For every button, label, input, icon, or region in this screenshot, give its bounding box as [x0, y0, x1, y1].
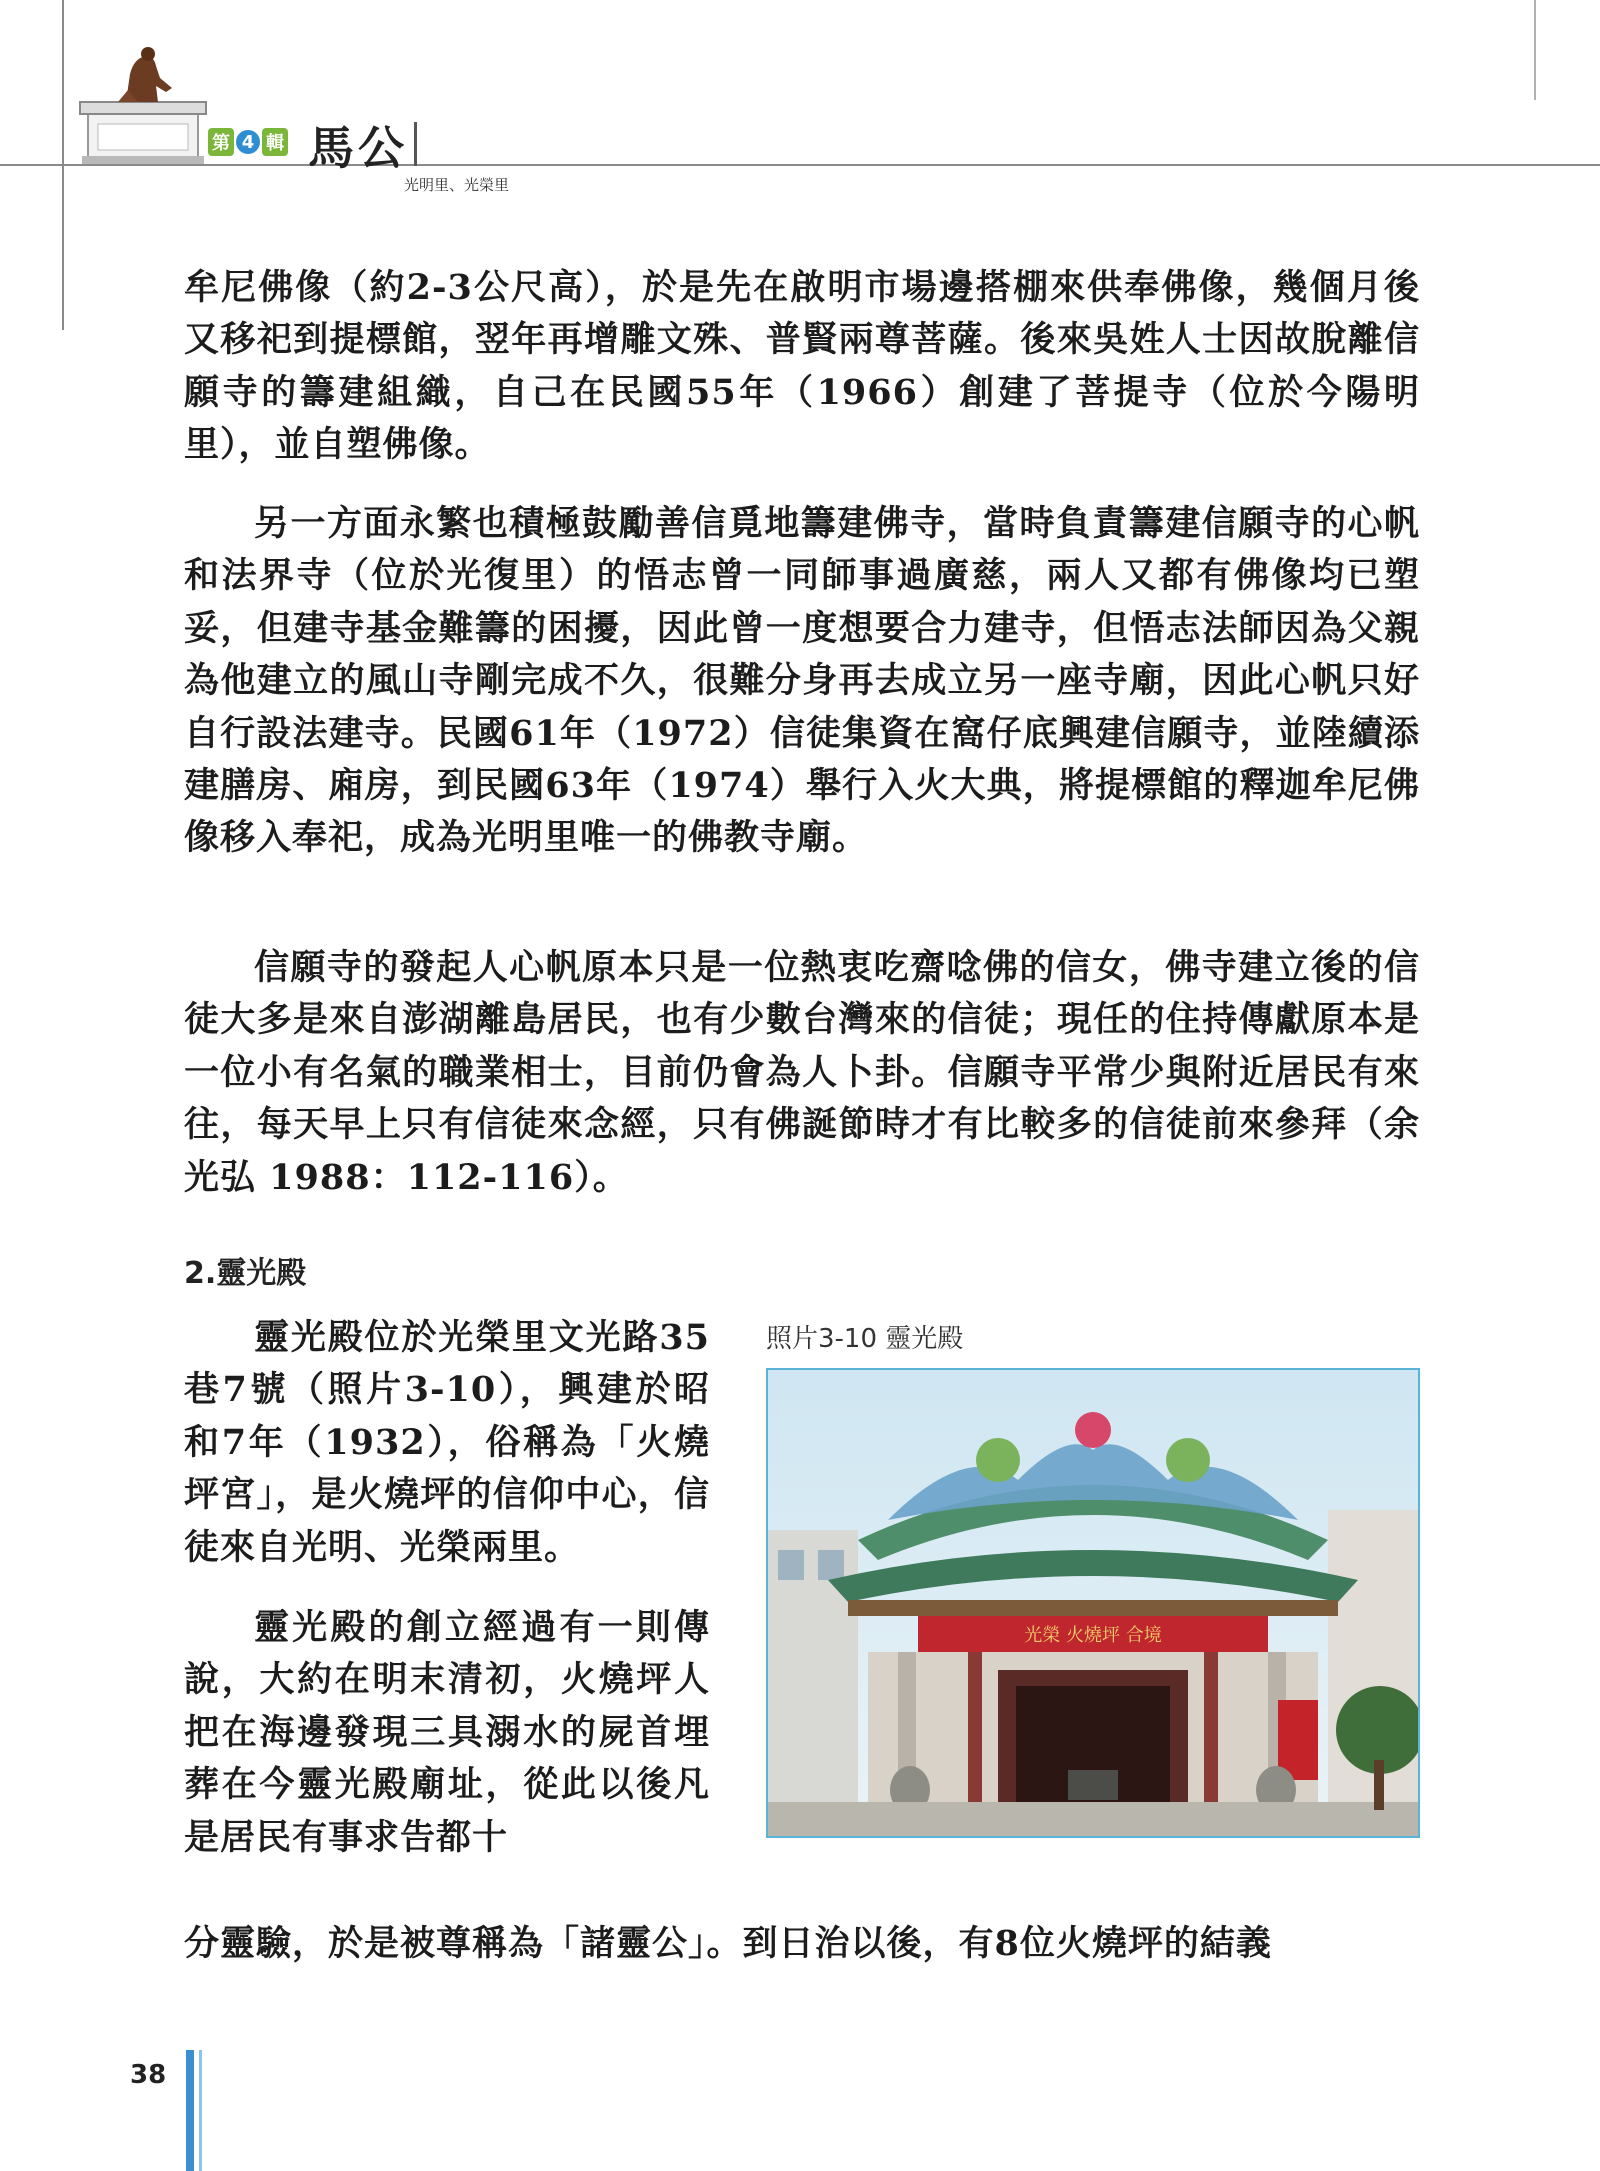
photo-caption: 照片3-10 靈光殿 [766, 1324, 964, 1354]
chapter-badge [208, 128, 288, 156]
chapter-prefix: 第 [208, 128, 234, 156]
header-right-rule [1534, 0, 1536, 100]
footer-accent-bar [186, 2050, 194, 2171]
page-number: 38 [130, 2060, 167, 2090]
paragraph-5-continued: 分靈驗，於是被尊稱為「諸靈公」。到日治以後，有8位火燒坪的結義 [184, 1923, 1272, 1964]
paragraph-3: 信願寺的發起人心帆原本只是一位熱衷吃齋唸佛的信女，佛寺建立後的信徒大多是來自澎湖離島居民，也有少數台灣來的信徒；現任的住持傳獻原本是一位小有名氣的職業相士，目前仍會為人卜卦。信願寺平常少與附近居民有來往，每天早上只有信徒來念經，只有佛誕節時才有比較多的信徒前來參拜（余光弘 1988：112-116）。 [184, 947, 1420, 1198]
chapter-suffix: 輯 [262, 128, 288, 156]
paragraph-4: 靈光殿位於光榮里文光路35巷7號（照片3-10），興建於昭和7年（1932），俗稱為「火燒坪宮」，是火燒坪的信仰中心，信徒來自光明、光榮兩里。 [184, 1317, 710, 1568]
section-heading: 2.靈光殿 [184, 1256, 307, 1291]
chapter-title-divider [414, 122, 417, 166]
temple-banner: 光榮 火燒坪 合境 [1024, 1625, 1162, 1646]
header-horizontal-rule [0, 164, 1600, 166]
paragraph-1: 牟尼佛像（約2-3公尺高），於是先在啟明市場邊搭棚來供奉佛像，幾個月後又移祀到提標館，翌年再增雕文殊、普賢兩尊菩薩。後來吳姓人士因故脫離信願寺的籌建組織，自己在民國55年（1966）創建了菩提寺（位於今陽明里），並自塑佛像。 [184, 267, 1420, 466]
statue-logo-icon [68, 44, 218, 166]
footer-accent-bar-light [199, 2050, 202, 2171]
temple-photo [766, 1368, 1420, 1838]
temple-illustration-icon [768, 1370, 1418, 1836]
paragraph-5: 靈光殿的創立經過有一則傳說，大約在明末清初，火燒坪人把在海邊發現三具溺水的屍首埋葬在今靈光殿廟址，從此以後凡是居民有事求告都十 [184, 1607, 710, 1858]
chapter-subtitle: 光明里、光榮里 [404, 176, 510, 194]
chapter-number: 4 [236, 130, 260, 154]
paragraph-2: 另一方面永繁也積極鼓勵善信覓地籌建佛寺，當時負責籌建信願寺的心帆和法界寺（位於光復里）的悟志曾一同師事過廣慈，兩人又都有佛像均已塑妥，但建寺基金難籌的困擾，因此曾一度想要合力建寺，但悟志法師因為父親為他建立的風山寺剛完成不久，很難分身再去成立另一座寺廟，因此心帆只好自行設法建寺。民國61年（1972）信徒集資在窩仔底興建信願寺，並陸續添建膳房、廂房，到民國63年（1974）舉行入火大典，將提標館的釋迦牟尼佛像移入奉祀，成為光明里唯一的佛教寺廟。 [184, 503, 1420, 859]
chapter-title: 馬公 [308, 121, 408, 175]
